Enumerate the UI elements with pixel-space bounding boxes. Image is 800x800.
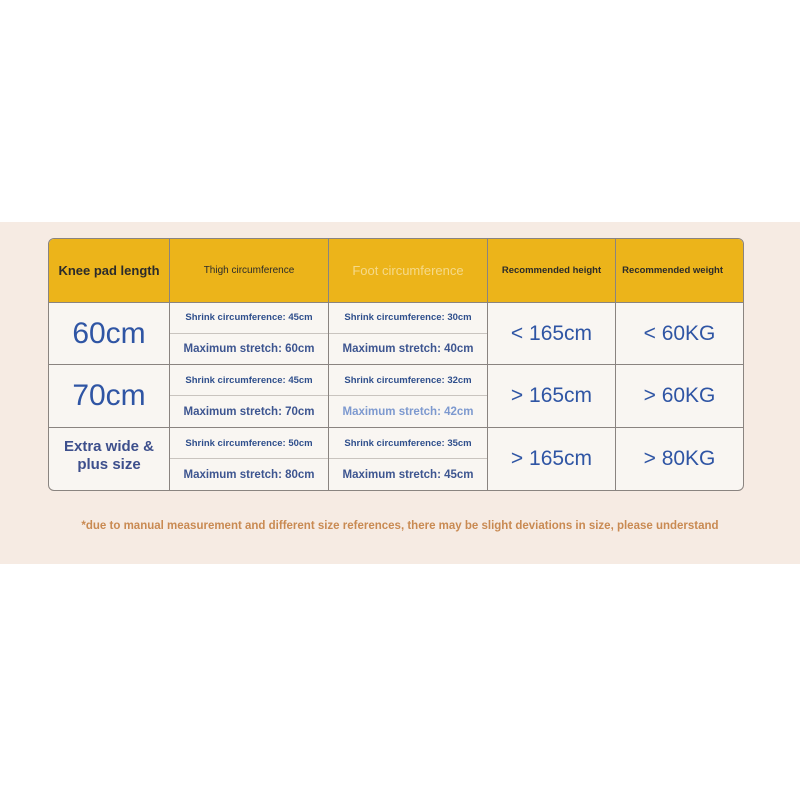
thigh-max-value: Maximum stretch: 70cm — [183, 405, 315, 418]
thigh-shrink-value: Shrink circumference: 45cm — [170, 365, 328, 396]
header-recommended-weight: Recommended weight — [615, 239, 743, 302]
thigh-circumference-cell — [169, 365, 328, 427]
knee-pad-length-cell: 70cm — [72, 379, 146, 412]
recommended-height-cell: > 165cm — [487, 365, 615, 427]
size-table — [48, 238, 744, 491]
foot-max-value: Maximum stretch: 40cm — [342, 342, 474, 355]
header-thigh-circumference: Thigh circumference — [169, 239, 328, 302]
recommended-weight-cell: > 80KG — [615, 428, 743, 490]
foot-circumference-cell — [328, 428, 487, 490]
knee-pad-length-cell: Extra wide & plus size — [63, 438, 155, 473]
header-knee-pad-length: Knee pad length — [58, 263, 160, 278]
recommended-height-cell: < 165cm — [487, 303, 615, 364]
foot-max-value: Maximum stretch: 45cm — [342, 468, 474, 481]
thigh-circumference-cell — [169, 428, 328, 490]
thigh-circumference-cell — [169, 303, 328, 364]
thigh-shrink-value: Shrink circumference: 45cm — [170, 303, 328, 334]
foot-shrink-value: Shrink circumference: 32cm — [329, 365, 487, 396]
thigh-max-value: Maximum stretch: 80cm — [183, 468, 315, 481]
recommended-height-cell: > 165cm — [487, 428, 615, 490]
knee-pad-length-cell: 60cm — [72, 316, 146, 350]
foot-circumference-cell — [328, 303, 487, 364]
table-row — [49, 427, 743, 490]
foot-max-value: Maximum stretch: 42cm — [342, 405, 474, 418]
recommended-weight-cell: < 60KG — [615, 303, 743, 364]
header-recommended-height: Recommended height — [487, 239, 615, 302]
recommended-weight-cell: > 60KG — [615, 365, 743, 427]
thigh-shrink-value: Shrink circumference: 50cm — [170, 428, 328, 459]
foot-circumference-cell — [328, 365, 487, 427]
foot-shrink-value: Shrink circumference: 30cm — [329, 303, 487, 334]
table-row — [49, 364, 743, 427]
table-header-row — [49, 239, 743, 302]
thigh-max-value: Maximum stretch: 60cm — [183, 342, 315, 355]
header-foot-circumference: Foot circumference — [328, 239, 487, 302]
table-row — [49, 302, 743, 364]
measurement-disclaimer: *due to manual measurement and different size references, there may be slight deviations in size, please understand — [81, 520, 719, 532]
foot-shrink-value: Shrink circumference: 35cm — [329, 428, 487, 459]
